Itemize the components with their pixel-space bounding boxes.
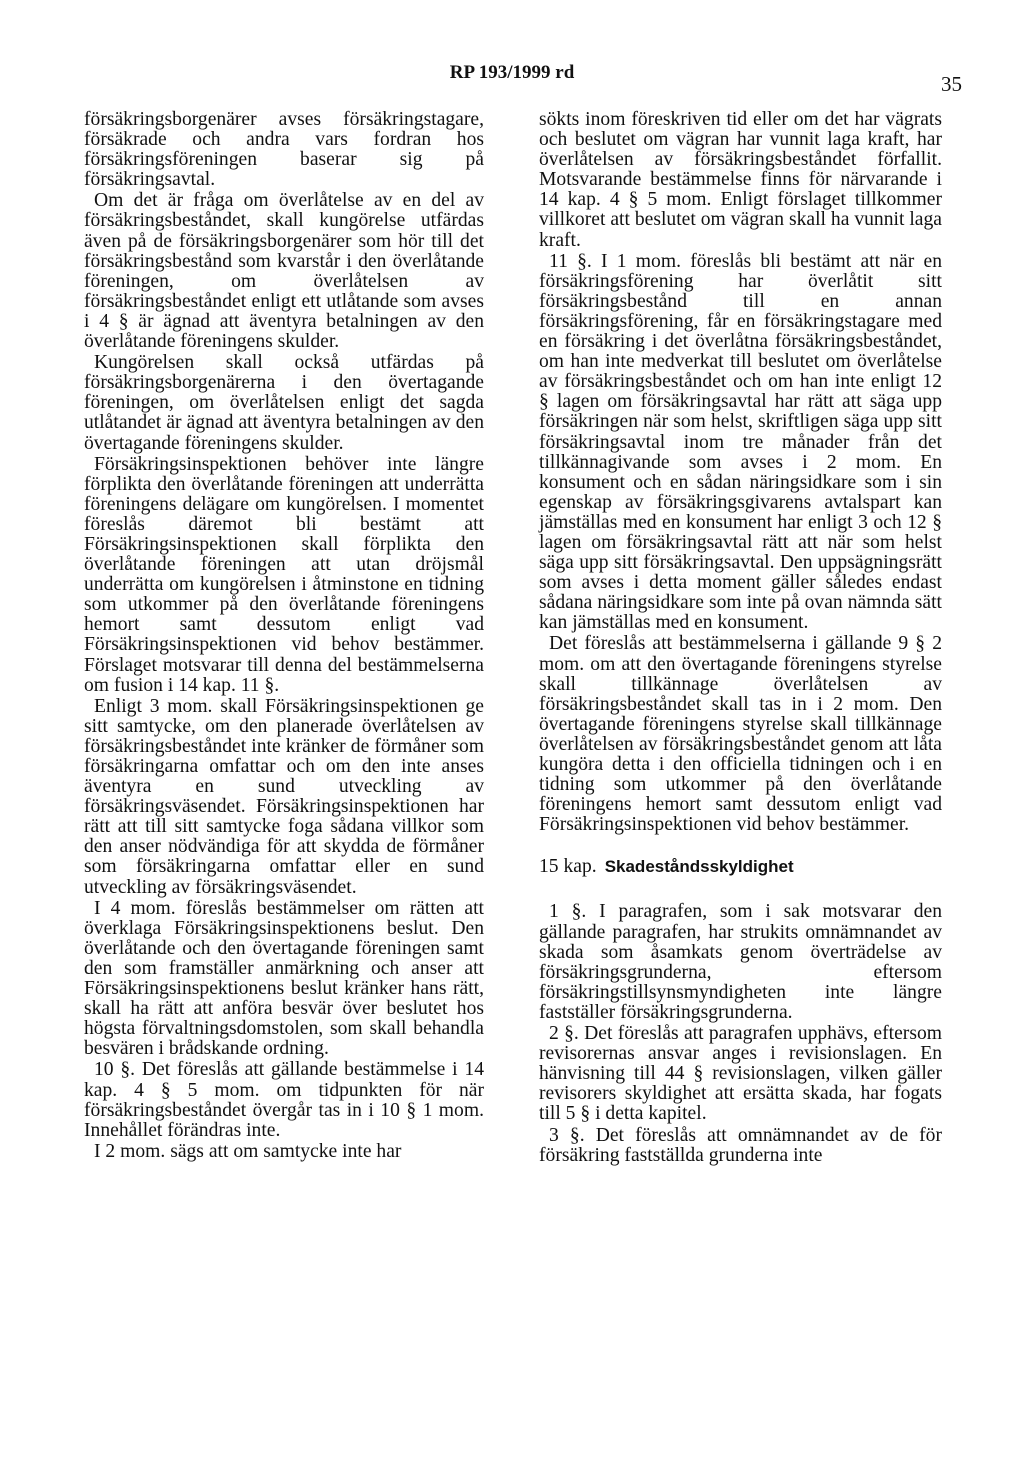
paragraph: 3 §. Det föreslås att omnämnandet av de för försäkring fastställda grunderna inte (539, 1124, 942, 1166)
paragraph: 1 §. I paragrafen, som i sak motsvarar den gällande paragrafen, har strukits omnämnandet av skada som åsamkats genom överträdelse av försäkringsgrunderna, eftersom försäkringstillsynsmyndigheten inte längre fastställer försäkringsgrunderna. (539, 901, 942, 1023)
paragraph: Det föreslås att bestämmelserna i gällande 9 § 2 mom. om att den övertagande föreningens styrelse skall tillkännage överlåtelsen av försäkringsbeståndet skall tas in i 2 mom. Den övertagande föreningens styrelse skall tillkännage överlåtelsen av försäkringsbeståndet genom att låta kungöra detta i den officiella tidningen och i en tidning som utkommer på den överlåtande föreningens hemort samt dessutom enligt vad Försäkringsinspektionen vid behov bestämmer. (539, 633, 942, 836)
paragraph: 10 §. Det föreslås att gällande bestämmelse i 14 kap. 4 § 5 mom. om tidpunkten för när försäkringsbeståndet övergår tas in i 10 § 1 mom. Innehållet förändras inte. (84, 1059, 484, 1141)
paragraph: Försäkringsinspektionen behöver inte längre förplikta den överlåtande föreningen att underrätta föreningens delägare om kungörelsen. I momentet föreslås däremot bli bestämt att Försäkringsinspektionen skall förplikta den överlåtande föreningen att utan dröjsmål underrätta om kungörelsen i åtminstone en tidning som utkommer på den överlåtande föreningens hemort samt dessutom enligt vad Försäkringsinspektionen vid behov bestämmer. Förslaget motsvarar till denna del bestämmelserna om fusion i 14 kap. 11 §. (84, 453, 484, 696)
page-header (0, 62, 1024, 96)
paragraph: sökts inom föreskriven tid eller om det har vägrats och beslutet om vägran har vunnit laga kraft, har överlåtelsen av försäkringsbeståndet förfallit. Motsvarande bestämmelse finns för närvarande i 14 kap. 4 § 5 mom. Enligt förslaget tillkommer villkoret att beslutet om vägran skall ha vunnit laga kraft. (539, 109, 942, 251)
paragraph: Kungörelsen skall också utfärdas på försäkringsborgenärerna i den övertagande föreningen, om överlåtelsen enligt det sagda utlåtandet är ägnad att äventyra betalningen av den övertagande föreningens skulder. (84, 352, 484, 454)
section-title: Skadeståndsskyldighet (604, 857, 794, 877)
section-chapter: 15 kap. (539, 856, 597, 878)
right-column (539, 110, 942, 1167)
paragraph: försäkringsborgenärer avses försäkringstagare, försäkrade och andra vars fordran hos försäkringsföreningen baserar sig på försäkringsavtal. (84, 109, 484, 191)
paragraph: Om det är fråga om överlåtelse av en del av försäkringsbeståndet, skall kungörelse utfärdas även på de försäkringsborgenärer som hör till det försäkringsbestånd som kvarstår i den överlåtande föreningen, om överlåtelsen av försäkringsbeståndet enligt ett utlåtande som avses i 4 § är ägnad att äventyra betalningen av den överlåtande föreningens skulder. (84, 190, 484, 353)
running-title: RP 193/1999 rd (449, 62, 575, 83)
paragraph: I 2 mom. sägs att om samtycke inte har (94, 1140, 402, 1162)
paragraph: Enligt 3 mom. skall Försäkringsinspektionen ge sitt samtycke, om den planerade överlåtelsen av försäkringsbeståndet inte kränker de förmåner som försäkringarna omfattar och om den inte anses äventyra en sund utveckling av försäkringsväsendet. Försäkringsinspektionen har rätt att till sitt samtycke foga sådana villkor som den anser nödvändiga för att skydda de förmåner som försäkringarna omfattar eller en sund utveckling av försäkringsväsendet. (84, 695, 484, 898)
paragraph: 11 §. I 1 mom. föreslås bli bestämt att när en försäkringsförening har överlåtit sitt försäkringsbestånd till en annan försäkringsförening, får en försäkringstagare med en försäkring i det överlåtna försäkringsbeståndet, om han inte medverkat till beslutet om överlåtelse av försäkringsbeståndet och om han inte enligt 12 § lagen om försäkringsavtal har rätt att säga upp försäkringen när som helst, skriftligen säga upp sitt försäkringsavtal inom tre månader från det tillkännagivande som avses i 2 mom. En konsument och en sådan näringsidkare som i sin egenskap av försäkringsgivarens avtalspart kan jämställas med en konsument har enligt 3 och 12 § lagen om försäkringsavtal rätt att när som helst säga upp sitt försäkringsavtal. Den uppsägningsrätt som avses i detta moment gäller således endast sådana näringsidkare som inte på ovan nämnda sätt kan jämställas med en konsument. (539, 250, 942, 634)
section-heading (539, 857, 942, 877)
paragraph: 2 §. Det föreslås att paragrafen upphävs, eftersom revisorernas ansvar anges i revisionslagen. En hänvisning till 44 § revisionslagen, vilken gäller revisorers skyldighet att ersätta skada, har fogats till 5 § i detta kapitel. (539, 1023, 942, 1125)
left-column (84, 110, 484, 1163)
page-number: 35 (941, 72, 962, 96)
paragraph: I 4 mom. föreslås bestämmelser om rätten att överklaga Försäkringsinspektionens beslut. Den överlåtande och den övertagande föreningen samt den som framställer anmärkning och anser att Försäkringsinspektionens beslut kränker hans rätt, skall ha rätt att anföra besvär över beslutet hos högsta förvaltningsdomstolen, som skall behandla besvären i brådskande ordning. (84, 897, 484, 1060)
